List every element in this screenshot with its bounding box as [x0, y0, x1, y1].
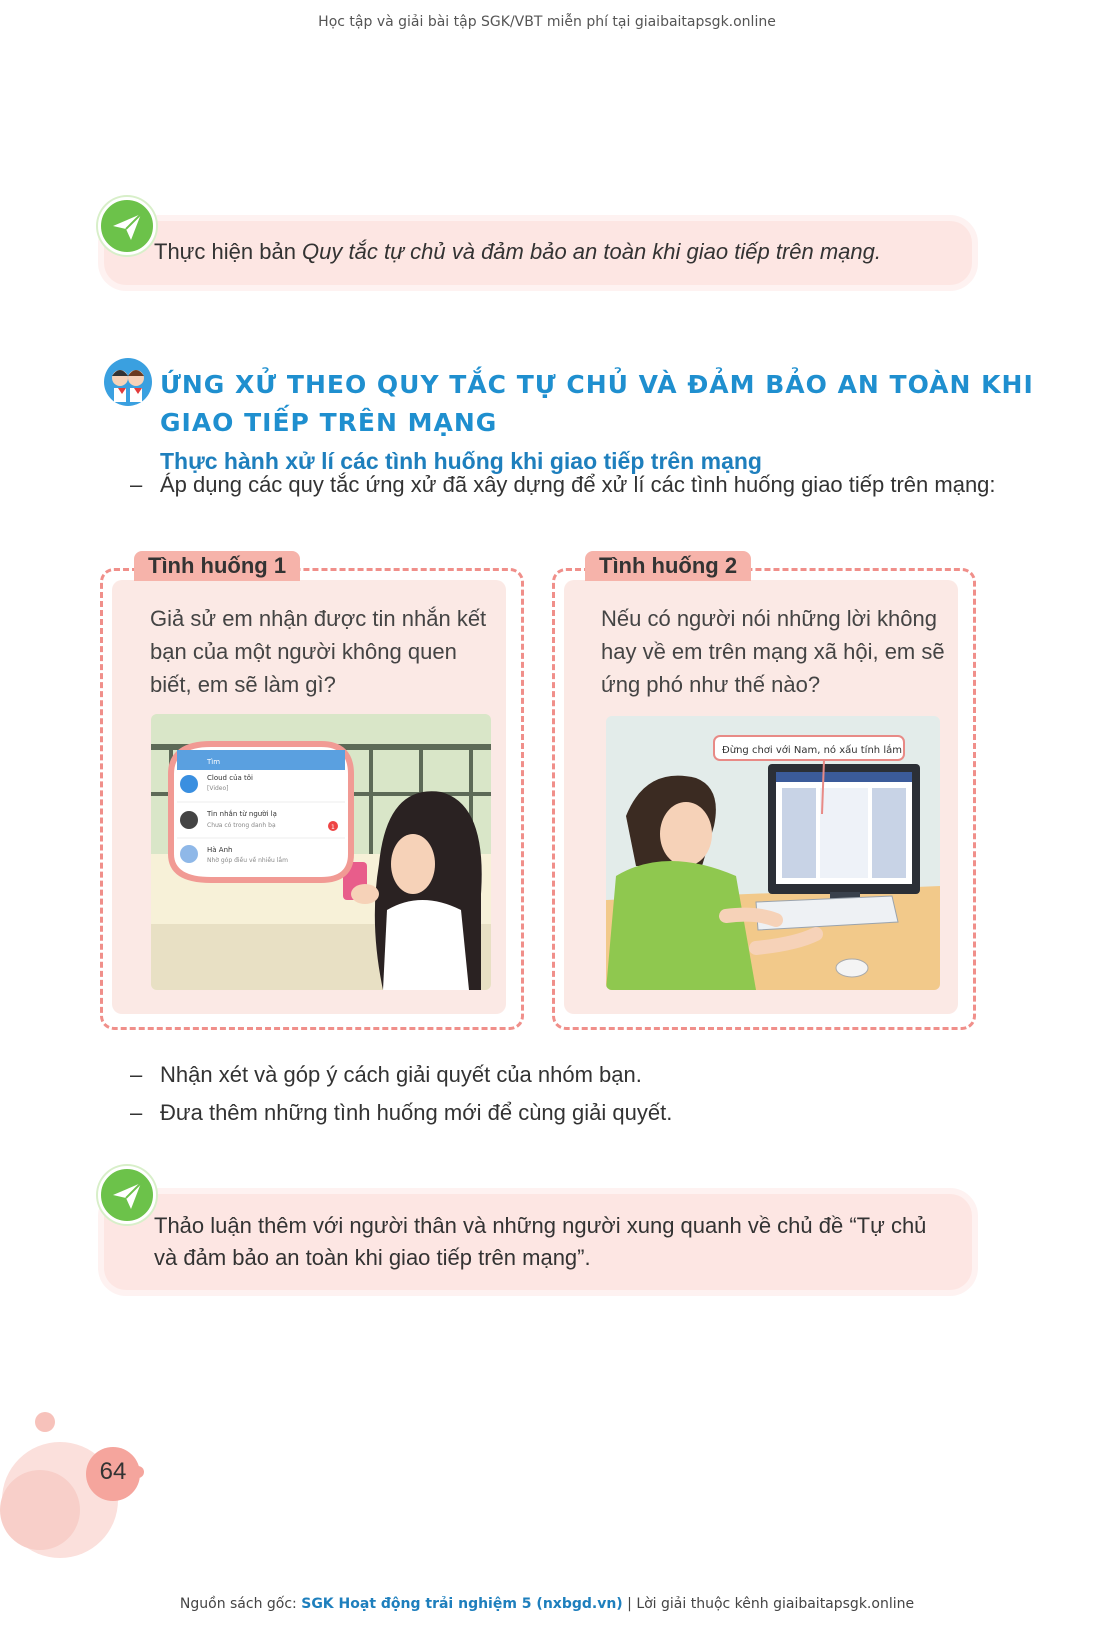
bullet-2-text: Nhận xét và góp ý cách giải quyết của nhóm bạn. — [160, 1062, 642, 1087]
bullet-3: – Đưa thêm những tình huống mới để cùng giải quyết. — [130, 1100, 673, 1125]
task-1-prefix: Thực hiện bản — [154, 239, 303, 264]
chat-item-1: Cloud của tôi — [207, 774, 253, 782]
situation-2-label: Tình huống 2 — [585, 551, 751, 581]
task-1-italic: Quy tắc tự chủ và đảm bảo an toàn khi giao tiếp trên mạng. — [302, 239, 881, 264]
situation-2-illustration — [606, 716, 940, 990]
chat-item-1-sub: [Video] — [207, 785, 229, 792]
situation-1-illustration — [151, 714, 491, 990]
footer-source: SGK Hoạt động trải nghiệm 5 (nxbgd.vn) — [301, 1596, 623, 1612]
speech-text: Đừng chơi với Nam, nó xấu tính lắm — [722, 745, 902, 756]
section-title: ỨNG XỬ THEO QUY TẮC TỰ CHỦ VÀ ĐẢM BẢO AN TOÀN KHI GIAO TIẾP TRÊN MẠNG — [160, 370, 1034, 437]
footer-note — [0, 1596, 1094, 1612]
page-number: 64 — [99, 1458, 127, 1485]
subheading: Thực hành xử lí các tình huống khi giao tiếp trên mạng — [160, 448, 762, 474]
chat-item-2-sub: Chưa có trong danh bạ — [207, 822, 276, 829]
chat-item-2: Tin nhắn từ người lạ — [207, 810, 277, 818]
situation-1-question: Giả sử em nhận được tin nhắn kết bạn của một người không quen biết, em sẽ làm gì? — [150, 606, 487, 697]
paper-plane-icon — [98, 197, 156, 255]
bullet-3-text: Đưa thêm những tình huống mới để cùng giải quyết. — [160, 1100, 673, 1125]
chat-item-3: Hà Anh — [207, 846, 233, 854]
footer-prefix: Nguồn sách gốc: — [179, 1596, 302, 1612]
situation-2-question: Nếu có người nói những lời không hay về em trên mạng xã hội, em sẽ ứng phó như thế nào? — [601, 606, 945, 697]
header-note: Học tập và giải bài tập SGK/VBT miễn phí tại giaibaitapsgk.online — [318, 14, 776, 30]
bullet-1: – Áp dụng các quy tắc ứng xử đã xây dựng để xử lí các tình huống giao tiếp trên mạng: — [130, 472, 996, 497]
task-1-text — [154, 236, 881, 268]
bullet-2: – Nhận xét và góp ý cách giải quyết của nhóm bạn. — [130, 1062, 642, 1087]
situation-1-label: Tình huống 1 — [134, 551, 300, 581]
kids-icon — [102, 356, 154, 408]
page-decoration — [0, 1400, 170, 1570]
chat-header: Tìm — [207, 758, 221, 766]
paper-plane-icon — [98, 1166, 156, 1224]
footer-suffix: | Lời giải thuộc kênh giaibaitapsgk.online — [622, 1596, 915, 1612]
bullet-1-text: Áp dụng các quy tắc ứng xử đã xây dựng để xử lí các tình huống giao tiếp trên mạng: — [160, 472, 996, 497]
chat-badge: 1 — [331, 824, 335, 831]
task-2-text: Thảo luận thêm với người thân và những người xung quanh về chủ đề “Tự chủ và đảm bảo an toàn khi giao tiếp trên mạng”. — [154, 1213, 927, 1270]
chat-item-3-sub: Nhờ góp điều về nhiều lắm — [207, 857, 288, 864]
